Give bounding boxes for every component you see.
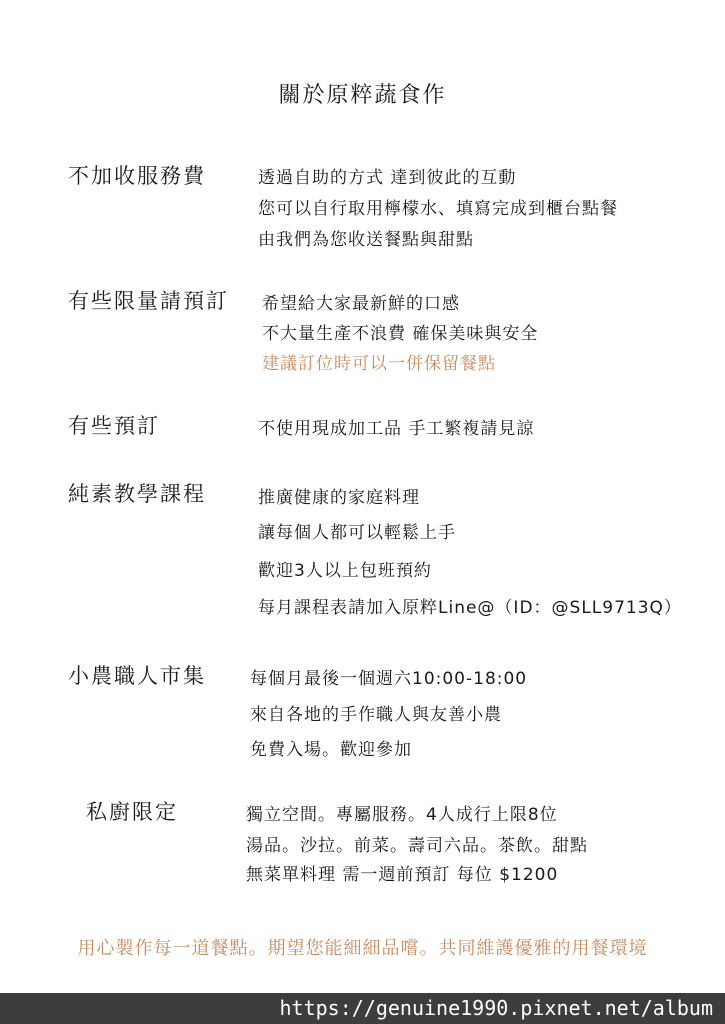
section-heading-service-fee: 不加收服務費 bbox=[68, 164, 206, 188]
section-line: 透過自助的方式 達到彼此的互動 bbox=[258, 168, 517, 188]
section-line: 推廣健康的家庭料理 bbox=[258, 488, 420, 508]
footer-slogan: 用心製作每一道餐點。期望您能細細品嚐。共同維護優雅的用餐環境 bbox=[77, 938, 648, 959]
section-line: 獨立空間。專屬服務。4人成行上限8位 bbox=[246, 805, 558, 825]
section-line: 免費入場。歡迎參加 bbox=[250, 740, 412, 760]
page-title: 關於原粹蔬食作 bbox=[278, 83, 447, 108]
section-heading-private-kitchen: 私廚限定 bbox=[86, 800, 178, 824]
section-line: 由我們為您收送餐點與甜點 bbox=[258, 230, 474, 250]
section-line: 每個月最後一個週六10:00-18:00 bbox=[250, 669, 528, 689]
section-line: 讓每個人都可以輕鬆上手 bbox=[258, 523, 456, 543]
section-line: 湯品。沙拉。前菜。壽司六品。茶飲。甜點 bbox=[246, 836, 588, 856]
section-line-highlight: 建議訂位時可以一併保留餐點 bbox=[262, 354, 496, 374]
section-line: 歡迎3人以上包班預約 bbox=[258, 561, 432, 581]
section-heading-preorder: 有些預訂 bbox=[68, 414, 160, 438]
section-line: 不大量生產不浪費 確保美味與安全 bbox=[262, 324, 539, 344]
section-line: 來自各地的手作職人與友善小農 bbox=[250, 705, 502, 725]
section-line: 每月課程表請加入原粹Line@（ID：@SLL9713Q） bbox=[258, 598, 682, 618]
section-heading-market: 小農職人市集 bbox=[68, 664, 206, 688]
section-line: 希望給大家最新鮮的口感 bbox=[262, 294, 460, 314]
watermark-url: https://genuine1990.pixnet.net/album bbox=[279, 996, 713, 1020]
section-line: 無菜單料理 需一週前預訂 每位 $1200 bbox=[246, 865, 559, 885]
section-line: 不使用現成加工品 手工繁複請見諒 bbox=[258, 419, 535, 439]
section-heading-limited: 有些限量請預訂 bbox=[68, 289, 229, 313]
section-heading-classes: 純素教學課程 bbox=[68, 482, 206, 506]
section-line: 您可以自行取用檸檬水、填寫完成到櫃台點餐 bbox=[258, 199, 618, 219]
watermark-bar bbox=[0, 993, 725, 1024]
